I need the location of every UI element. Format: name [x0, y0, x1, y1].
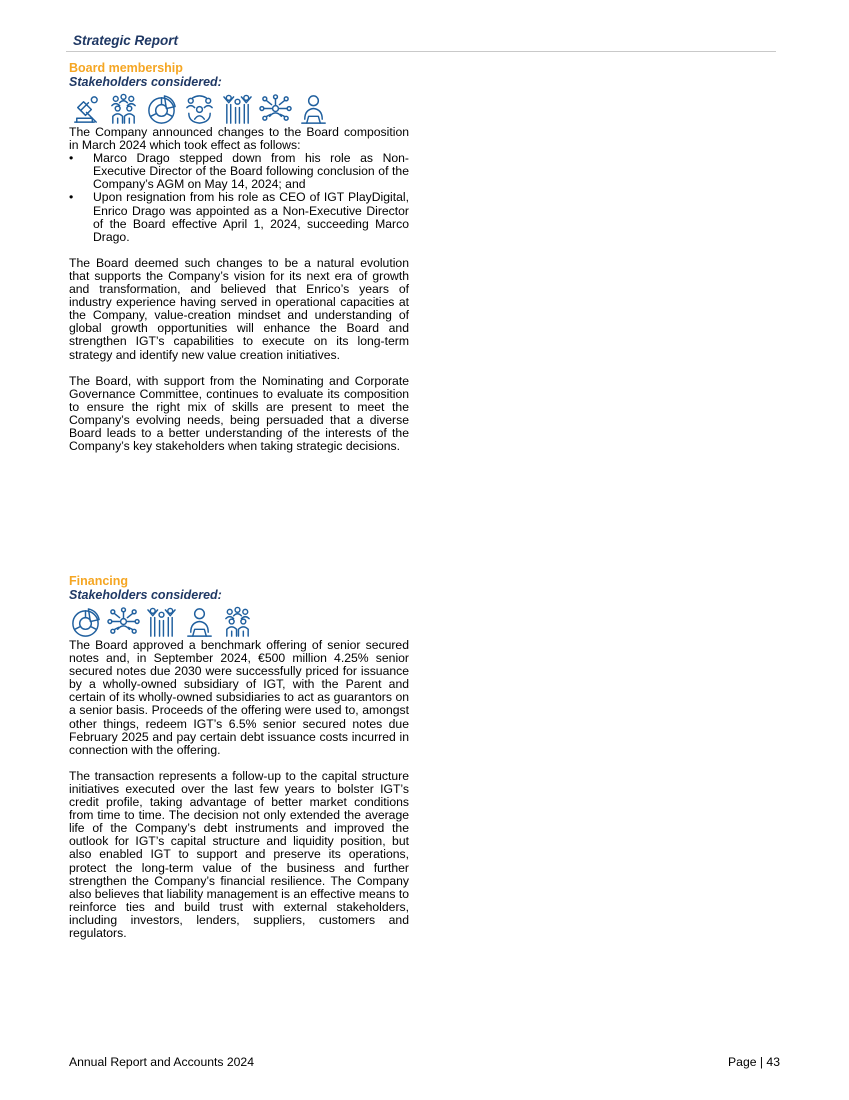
customers-support-icon [183, 606, 216, 639]
stakeholders-label: Stakeholders considered: [69, 588, 222, 602]
employees-group-icon [221, 606, 254, 639]
community-network-icon [183, 93, 216, 126]
stakeholders-label: Stakeholders considered: [69, 75, 222, 89]
financing-paragraph-1: The Board approved a benchmark offering of senior secured notes and, in September 2024, €500 million 4.25% senior secured notes due 2030 were successfully priced for issuance by a wholly-owned subsidiary of IGT, with the Parent and certain of its wholly-owned subsidiaries to act as guarantors on a senior basis. Proceeds of the offering were used to, amongst other things, redeem IGT’s 6.5% senior secured notes due February 2025 and pay certain debt issuance costs incurred in connection with the offering. [69, 638, 409, 757]
list-item: • Upon resignation from his role as CEO of IGT PlayDigital, Enrico Drago was appointed as a Non-Executive Director of the Board effective April 1, 2024, succeeding Marco Drago. [69, 190, 409, 244]
investors-pie-chart-icon [69, 606, 102, 639]
list-item: • Marco Drago stepped down from his role as Non-Executive Director of the Board following conclusion of the Company’s AGM on May 14, 2024; and [69, 151, 409, 192]
stakeholder-icons [69, 603, 409, 639]
suppliers-network-icon [259, 93, 292, 126]
investors-pie-chart-icon [145, 93, 178, 126]
header-title: Strategic Report [73, 33, 179, 48]
legal-regulator-icon [69, 93, 102, 126]
board-intro-paragraph: The Company announced changes to the Board composition in March 2024 which took effect as follows: [69, 125, 409, 153]
financing-paragraph-2: The transaction represents a follow-up to the capital structure initiatives executed over the last few years to bolster IGT’s credit profile, taking advantage of better market conditions from time to time. The decision not only extended the average life of the Company’s debt instruments and improved the outlook for IGT’s capital structure and liquidity position, but also enabled IGT to support and preserve its operations, protect the long-term value of the business and further strengthen the Company’s financial resilience. The Company also believes that liability management is an effective means to reinforce ties and build trust with external stakeholders, including investors, lenders, suppliers, customers and regulators. [69, 768, 409, 940]
section-title-board-membership: Board membership [69, 61, 183, 75]
financing-section [69, 574, 409, 940]
suppliers-network-icon [107, 606, 140, 639]
footer-page-number: Page | 43 [728, 1055, 780, 1069]
section-title-financing: Financing [69, 574, 129, 588]
employees-group-icon [107, 93, 140, 126]
board-membership-section [69, 61, 409, 453]
footer-report-title: Annual Report and Accounts 2024 [69, 1055, 254, 1069]
stakeholder-icons [69, 90, 409, 126]
workforce-people-icon [221, 93, 254, 126]
board-changes-list [69, 152, 409, 244]
page-header [66, 32, 776, 52]
board-paragraph-3: The Board, with support from the Nominating and Corporate Governance Committee, continues to evaluate its composition to ensure the right mix of skills are present to meet the Company’s evolving needs, being persuaded that a diverse Board leads to a better understanding of the interests of the Company’s key stakeholders when taking strategic decisions. [69, 373, 409, 454]
customers-support-icon [297, 93, 330, 126]
board-paragraph-2: The Board deemed such changes to be a natural evolution that supports the Company’s vision for its next era of growth and transformation, and believed that Enrico’s years of industry experience having served in operational capacities at the Company, value-creation mindset and understanding of global growth opportunities will enhance the Board and strengthen IGT’s capabilities to execute on its long-term strategy and identify new value creation initiatives. [69, 255, 409, 362]
workforce-people-icon [145, 606, 178, 639]
